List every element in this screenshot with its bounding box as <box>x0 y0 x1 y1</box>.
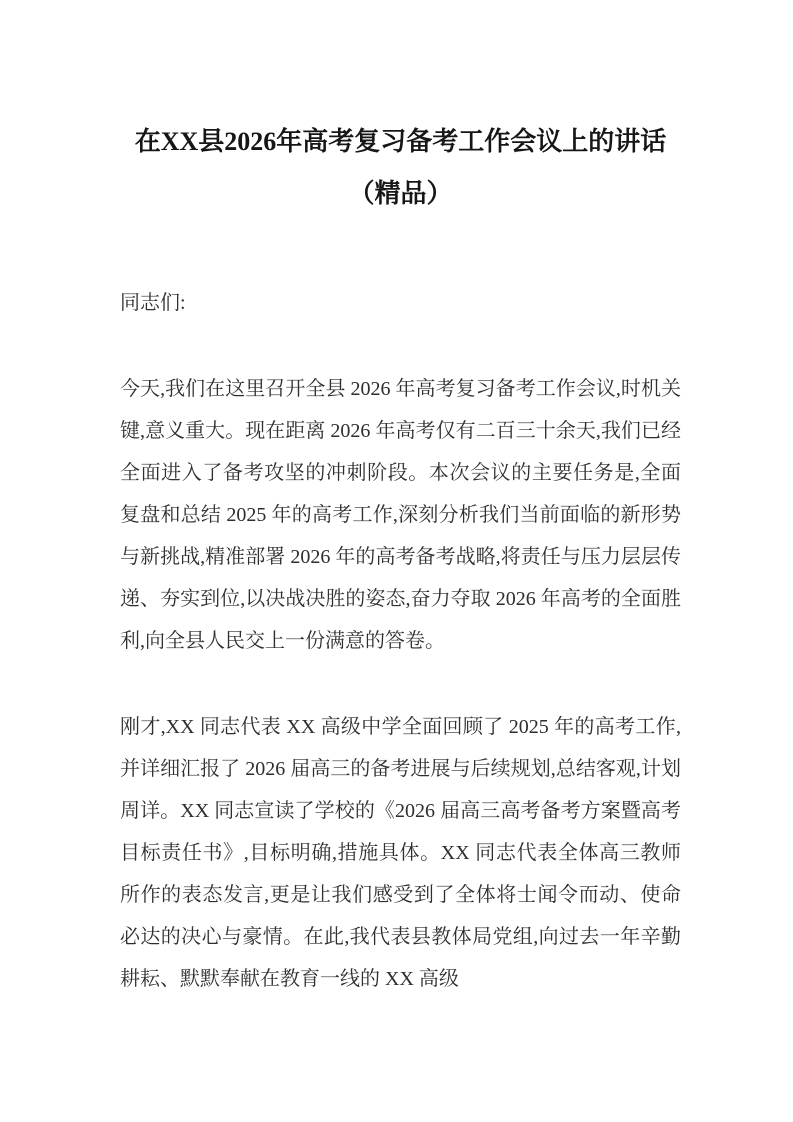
body-paragraph-1: 今天,我们在这里召开全县 2026 年高考复习备考工作会议,时机关键,意义重大。现在距离 2026 年高考仅有二百三十余天,我们已经全面进入了备考攻坚的冲刺阶段。本次会议的主要任务是,全面复盘和总结 2025 年的高考工作,深刻分析我们当前面临的新形势与新挑战,精准部署 2026 年的高考备考战略,将责任与压力层层传递、夯实到位,以决战决胜的姿态,奋力夺取 2026 年高考的全面胜利,向全县人民交上一份满意的答卷。 <box>120 378 681 652</box>
body-paragraph-2: 刚才,XX 同志代表 XX 高级中学全面回顾了 2025 年的高考工作,并详细汇报了 2026 届高三的备考进展与后续规划,总结客观,计划周详。XX 同志宣读了学校的《2026 届高三高考备考方案暨高考目标责任书》,目标明确,措施具体。XX 同志代表全体高三教师所作的表态发言,更是让我们感受到了全体将士闻令而动、使命必达的决心与豪情。在此,我代表县教体局党组,向过去一年辛勤耕耘、默默奉献在教育一线的 XX 高级 <box>120 716 681 990</box>
document-title <box>120 116 681 220</box>
salutation-paragraph: 同志们: <box>120 292 186 314</box>
document-title-line1: 在XX县2026年高考复习备考工作会议上的讲话 <box>134 127 667 156</box>
document-title-line2: （精品） <box>348 179 453 208</box>
